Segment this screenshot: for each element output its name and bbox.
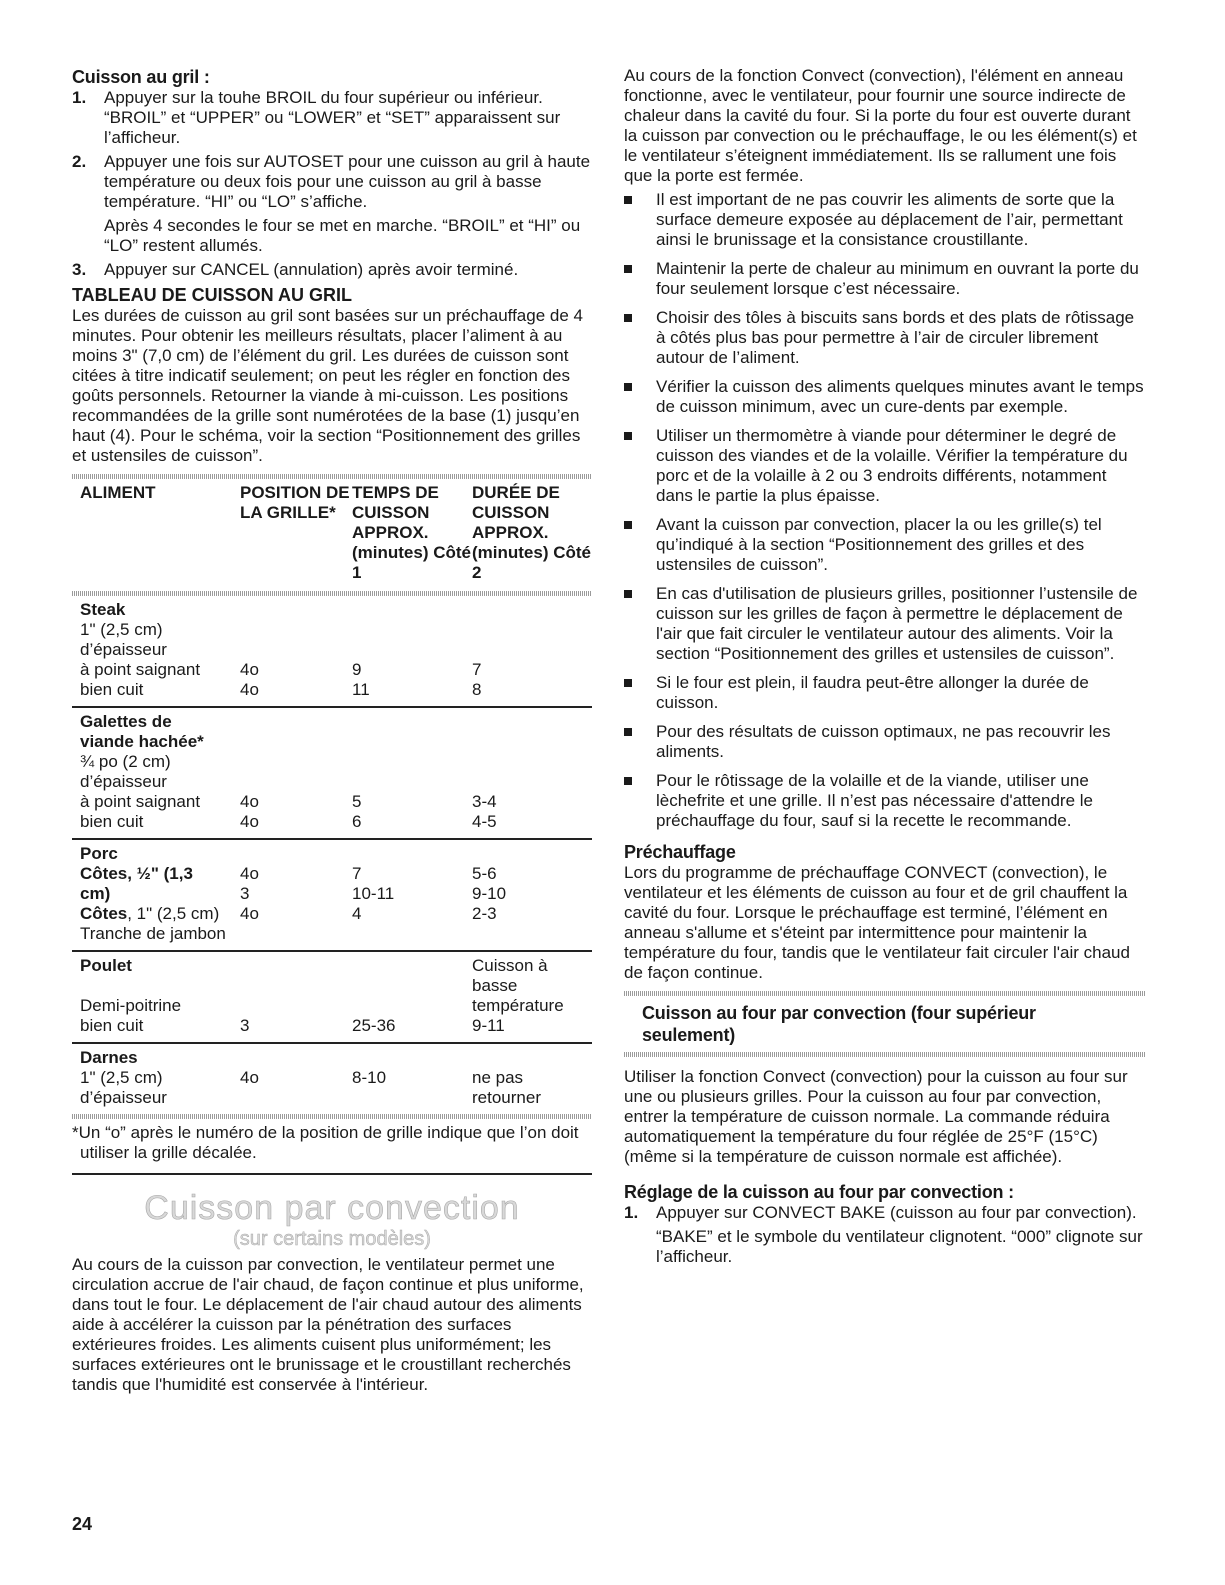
cell-position: 4o xyxy=(240,792,259,811)
list-item-text: Pour des résultats de cuisson optimaux, ne pas recouvrir les aliments. xyxy=(656,722,1111,761)
bullet-square-icon xyxy=(624,265,632,273)
bullet-square-icon xyxy=(624,728,632,736)
table-row xyxy=(72,620,592,640)
table-row xyxy=(72,640,592,660)
row-detail-bold: Côtes xyxy=(80,904,128,923)
table-row xyxy=(72,1068,592,1088)
list-item-text: Si le four est plein, il faudra peut-être allonger la durée de cuisson. xyxy=(656,673,1089,712)
list-item xyxy=(624,190,1146,250)
cell-position: 4o xyxy=(240,812,352,839)
row-detail: bien cuit xyxy=(72,812,240,839)
step-subtext: Après 4 secondes le four se met en marche. “BROIL” et “HI” ou “LO” restent allumés. xyxy=(104,216,581,255)
broil-step-1 xyxy=(72,88,592,148)
table-bottom-hatch xyxy=(72,1114,592,1119)
cell-side1: 7 xyxy=(352,864,362,883)
table-row xyxy=(72,680,592,707)
setting-steps xyxy=(624,1203,1146,1267)
table-row xyxy=(72,752,592,772)
table-row xyxy=(72,976,592,996)
cell-side2: 9-11 xyxy=(472,1016,592,1043)
broil-table-body xyxy=(72,596,592,1108)
table-row xyxy=(72,792,592,812)
broil-table-intro: Les durées de cuisson au gril sont basées sur un préchauffage de 4 minutes. Pour obtenir les meilleurs résultats, placer l’aliment à au moins 3" (7,0 cm) de l’élément du gril. Les durées de cuisson sont citées à titre indicatif seulement; on peut les régler en fonction des goûts personnels. Retourner la viande à mi-cuisson. Les positions recommandées de la grille sont numérotées de la base (1) jusqu’en haut (4). Pour le schéma, voir la section “Positionnement des grilles et ustensiles de cuisson”. xyxy=(72,306,583,465)
table-row xyxy=(72,924,592,951)
cell-side2-note: Cuisson à xyxy=(472,956,548,975)
cell-position: 4o xyxy=(240,680,352,707)
preheat-heading: Préchauffage xyxy=(624,842,736,862)
box-bottom-hatch xyxy=(624,1052,1146,1057)
cell-side2-note: retourner xyxy=(472,1088,541,1107)
table-row xyxy=(72,884,592,904)
row-detail xyxy=(72,904,240,924)
list-item xyxy=(624,515,1146,575)
left-column xyxy=(72,66,592,1395)
list-item xyxy=(624,308,1146,368)
row-detail: d’épaisseur xyxy=(80,1088,167,1107)
cell-side1: 8-10 xyxy=(352,1068,387,1087)
bullet-square-icon xyxy=(624,314,632,322)
table-row xyxy=(72,864,592,884)
cell-side2: 8 xyxy=(472,680,592,707)
bullet-square-icon xyxy=(624,679,632,687)
list-item xyxy=(624,771,1146,831)
row-detail: d’épaisseur xyxy=(80,772,167,791)
row-title: Steak xyxy=(80,600,126,619)
table-row xyxy=(72,839,592,864)
row-detail: bien cuit xyxy=(72,1016,240,1043)
list-item xyxy=(624,584,1146,664)
table-header-row xyxy=(72,479,592,583)
table-row xyxy=(72,951,592,976)
row-detail: Côtes, ½" (1,3 xyxy=(80,864,193,883)
step-text: Appuyer sur CANCEL (annulation) après avoir terminé. xyxy=(104,260,519,279)
step-number: 3. xyxy=(72,260,87,279)
list-item xyxy=(624,722,1146,762)
list-item xyxy=(624,259,1146,299)
convection-intro: Au cours de la cuisson par convection, le ventilateur permet une circulation accrue de l'air chaud, de façon continue et plus uniforme, dans tout le four. Le déplacement de l'air chaud autour des aliments aide à accélérer la cuisson par la pénétration des surfaces extérieures froides. Les aliments cuisent plus uniformément; les surfaces extérieures ont le brunissage et le croustillant recherchés tandis que l'humidité est conservée à l'intérieur. xyxy=(72,1255,584,1394)
list-item xyxy=(624,673,1146,713)
bullet-square-icon xyxy=(624,521,632,529)
cell-side1: 5 xyxy=(352,792,362,811)
row-title: Darnes xyxy=(80,1048,138,1067)
list-item xyxy=(624,377,1146,417)
convection-bake-heading: Cuisson au four par convection (four supérieur seulement) xyxy=(642,1003,1036,1045)
preheat-text: Lors du programme de préchauffage CONVECT (convection), le ventilateur et les éléments de cuisson au four et de gril chauffent la cavité du four. Lorsque le préchauffage est terminé, l’élément en anneau s'allume et s'éteint par intermittence pour maintenir la température du four, tandis que le ventilateur fait circuler l'air chaud de façon continue. xyxy=(624,863,1130,982)
list-item-text: Vérifier la cuisson des aliments quelques minutes avant le temps de cuisson minimum, avec un cure-dents par exemple. xyxy=(656,377,1144,416)
broil-table xyxy=(72,479,592,583)
cell-side2: 9-10 xyxy=(472,884,507,903)
row-detail: Demi-poitrine xyxy=(80,996,182,1015)
bullet-square-icon xyxy=(624,777,632,785)
row-detail: à point saignant xyxy=(80,660,201,679)
step-number: 1. xyxy=(624,1203,639,1222)
list-item-text: Avant la cuisson par convection, placer la ou les grille(s) tel qu’indiqué à la section “Positionnement des grilles et des ustensiles de cuisson”. xyxy=(656,515,1102,574)
cell-side2: 4-5 xyxy=(472,812,592,839)
header-side2: DURÉE DE CUISSON APPROX. (minutes) Côté 2 xyxy=(472,483,591,582)
header-position: POSITION DE LA GRILLE* xyxy=(240,483,350,522)
bullet-square-icon xyxy=(624,383,632,391)
cell-side2: 7 xyxy=(472,660,482,679)
row-detail: à point saignant xyxy=(80,792,201,811)
list-item-text: Pour le rôtissage de la volaille et de la viande, utiliser une lèchefrite et une grille. Il n’est pas nécessaire d'attendre le préchauffage du four, sauf si la recette le recommande. xyxy=(656,771,1093,830)
page-number: 24 xyxy=(72,1514,93,1534)
row-detail: ¾ po (2 cm) xyxy=(80,752,171,771)
row-detail: d’épaisseur xyxy=(80,640,167,659)
cell-side1: 25-36 xyxy=(352,1016,472,1043)
row-detail: Tranche de jambon xyxy=(72,924,352,951)
step-number: 2. xyxy=(72,152,87,171)
table-row xyxy=(72,660,592,680)
convect-tips-list xyxy=(624,190,1146,831)
cell-position: 4o xyxy=(240,1068,259,1087)
table-row xyxy=(72,1043,592,1068)
row-title: viande hachée* xyxy=(80,732,204,751)
bullet-square-icon xyxy=(624,432,632,440)
step-text: Appuyer sur CONVECT BAKE (cuisson au four par convection). xyxy=(656,1203,1137,1222)
cell-position: 4o xyxy=(240,660,259,679)
bullet-square-icon xyxy=(624,590,632,598)
header-aliment: ALIMENT xyxy=(80,483,156,502)
cell-side1: 10-11 xyxy=(352,884,395,903)
row-detail: 1" (2,5 cm) xyxy=(80,620,163,639)
convection-section-title xyxy=(72,1189,592,1251)
table-row xyxy=(72,904,592,924)
cell-side2: 2-3 xyxy=(472,904,497,923)
cell-side1: 6 xyxy=(352,812,472,839)
step-subtext: “BAKE” et le symbole du ventilateur clignotent. “000” clignote sur l’afficheur. xyxy=(656,1227,1143,1266)
cell-side2-note: température xyxy=(472,996,564,1015)
right-column xyxy=(624,66,1146,1271)
cell-side2: 5-6 xyxy=(472,864,497,883)
list-item xyxy=(624,426,1146,506)
convect-intro: Au cours de la fonction Convect (convection), l'élément en anneau fonctionne, avec le ventilateur, pour fournir une source indirecte de chaleur dans la cavité du four. Si la porte du four est ouverte durant la cuisson par convection ou le préchauffage, le ou les élément(s) et le ventilateur s’éteignent immédiatement. Ils se rallument une fois que la porte est fermée. xyxy=(624,66,1137,185)
cell-position: 4o xyxy=(240,904,259,923)
convection-subtitle: (sur certains modèles) xyxy=(233,1228,431,1250)
cell-side2: 3-4 xyxy=(472,792,497,811)
convection-bake-text: Utiliser la fonction Convect (convection) pour la cuisson au four sur une ou plusieurs grilles. Pour la cuisson au four par convection, entrer la température de cuisson normale. La commande réduira automatiquement la température du four réglée de 25°F (15°C) (même si la température de cuisson normale est affichée). xyxy=(624,1067,1128,1166)
broil-step-2 xyxy=(72,152,592,256)
broil-heading: Cuisson au gril : xyxy=(72,67,210,87)
row-title: Galettes de xyxy=(80,712,172,731)
cell-position: 3 xyxy=(240,884,250,903)
step-number: 1. xyxy=(72,88,87,107)
bullet-square-icon xyxy=(624,196,632,204)
row-title: Porc xyxy=(80,844,118,863)
row-detail: cm) xyxy=(80,884,111,903)
convection-bake-box xyxy=(624,991,1146,1057)
header-side1: TEMPS DE CUISSON APPROX. (minutes) Côté 1 xyxy=(352,483,471,582)
broil-table-title: TABLEAU DE CUISSON AU GRIL xyxy=(72,285,353,305)
broil-steps xyxy=(72,88,592,280)
table-row xyxy=(72,812,592,839)
table-row xyxy=(72,772,592,792)
table-row xyxy=(72,732,592,752)
cell-side2-note: ne pas xyxy=(472,1068,524,1087)
table-row xyxy=(72,1016,592,1043)
convection-title: Cuisson par convection xyxy=(144,1189,520,1227)
cell-side2-note: basse xyxy=(472,976,518,995)
cell-side1: 11 xyxy=(352,680,472,707)
table-footnote: *Un “o” après le numéro de la position de grille indique que l’on doit utiliser la grille décalée. xyxy=(72,1123,579,1162)
list-item-text: Il est important de ne pas couvrir les aliments de sorte que la surface demeure exposée au déplacement de l’air, permettant ainsi le brunissage et la consistance croustillante. xyxy=(656,190,1123,249)
list-item-text: En cas d'utilisation de plusieurs grilles, positionner l’ustensile de cuisson sur les grilles de façon à permettre le déplacement de l'air que fait circuler le ventilateur autour des aliments. Voir la section “Positionnement des grilles et ustensiles de cuisson”. xyxy=(656,584,1138,663)
row-detail-rest: , 1" (2,5 cm) xyxy=(127,904,220,923)
table-row xyxy=(72,707,592,732)
list-item-text: Choisir des tôles à biscuits sans bords et des plats de rôtissage à côtés plus bas pour permettre à l’air de circuler librement autour de l’aliment. xyxy=(656,308,1135,367)
row-title: Poulet xyxy=(80,956,132,975)
list-item-text: Utiliser un thermomètre à viande pour déterminer le degré de cuisson des viandes et de la volaille. Vérifier la température du porc et de la volaille à 2 ou 3 endroits différents, notamment dans le partie la plus épaisse. xyxy=(656,426,1128,505)
broil-step-3 xyxy=(72,260,592,280)
cell-side1: 9 xyxy=(352,660,362,679)
list-item-text: Maintenir la perte de chaleur au minimum en ouvrant la porte du four seulement lorsque c’est nécessaire. xyxy=(656,259,1139,298)
table-row xyxy=(72,996,592,1016)
cell-position: 3 xyxy=(240,1016,352,1043)
cell-position: 4o xyxy=(240,864,259,883)
step-text: Appuyer une fois sur AUTOSET pour une cuisson au gril à haute température ou deux fois pour une cuisson au gril à basse température. “HI” ou “LO” s’affiche. xyxy=(104,152,591,211)
row-detail: bien cuit xyxy=(72,680,240,707)
table-row xyxy=(72,596,592,620)
setting-step-1 xyxy=(624,1203,1146,1267)
table-row xyxy=(72,1088,592,1108)
row-detail: 1" (2,5 cm) xyxy=(80,1068,163,1087)
step-text: Appuyer sur la touhe BROIL du four supérieur ou inférieur. “BROIL” et “UPPER” ou “LOWER” et “SET” apparaissent sur l’afficheur. xyxy=(104,88,561,147)
section-divider xyxy=(72,1173,592,1175)
setting-heading: Réglage de la cuisson au four par convection : xyxy=(624,1182,1014,1202)
cell-side1: 4 xyxy=(352,904,362,923)
